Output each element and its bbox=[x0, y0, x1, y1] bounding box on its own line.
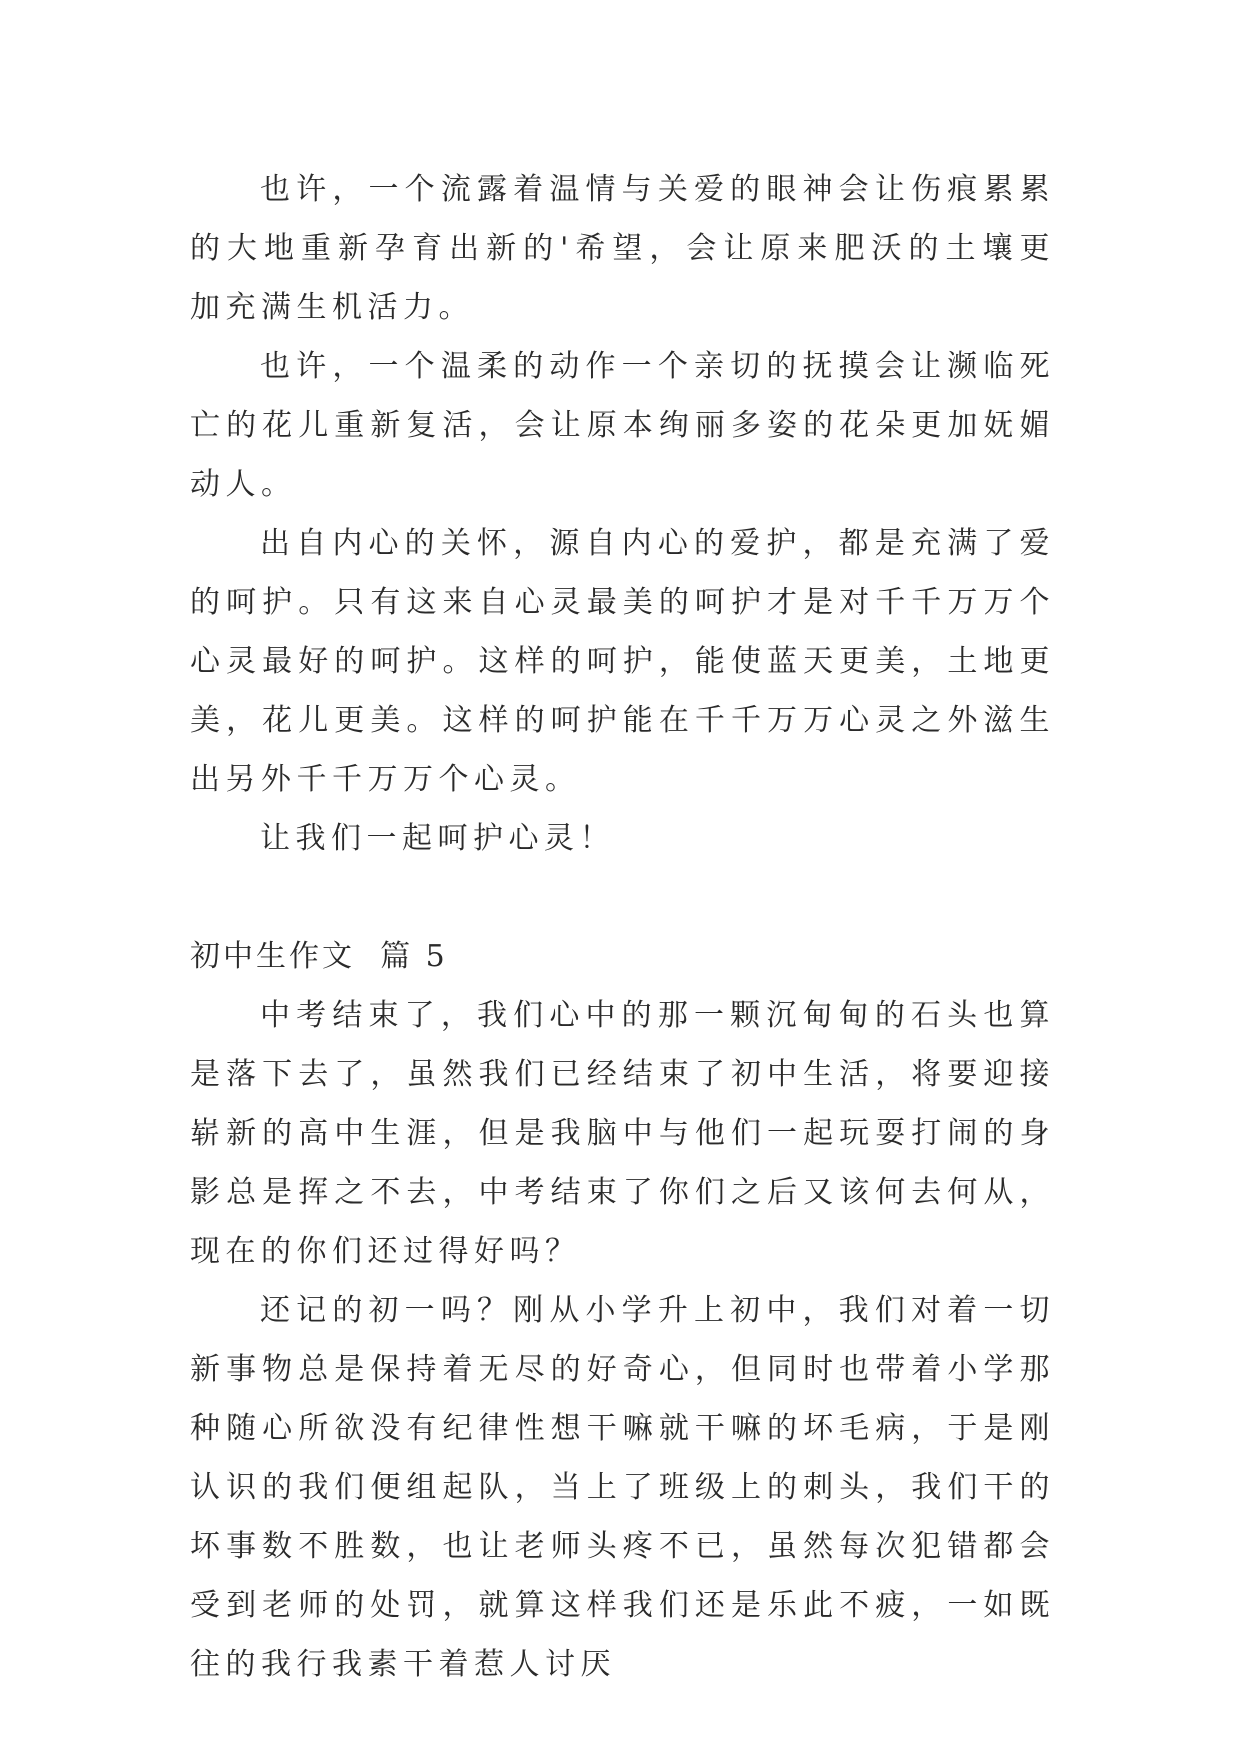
section-spacer bbox=[190, 868, 1055, 927]
paragraph: 还记的初一吗？刚从小学升上初中，我们对着一切新事物总是保持着无尽的好奇心，但同时也带着小学那种随心所欲没有纪律性想干嘛就干嘛的坏毛病，于是刚认识的我们便组起队，当上了班级上的刺头，我们干的坏事数不胜数，也让老师头疼不已，虽然每次犯错都会受到老师的处罚，就算这样我们还是乐此不疲，一如既往的我行我素干着惹人讨厌 bbox=[190, 1293, 1055, 1682]
paragraph: 让我们一起呵护心灵！ bbox=[260, 821, 615, 856]
paragraph: 出自内心的关怀，源自内心的爱护，都是充满了爱的呵护。只有这来自心灵最美的呵护才是对千千万万个心灵最好的呵护。这样的呵护，能使蓝天更美，土地更美，花儿更美。这样的呵护能在千千万万心灵之外滋生出另外千千万万个心灵。 bbox=[190, 526, 1055, 797]
section-heading: 初中生作文 篇 5 bbox=[190, 939, 448, 974]
paragraph: 也许，一个流露着温情与关爱的眼神会让伤痕累累的大地重新孕育出新的'希望，会让原来肥沃的土壤更加充满生机活力。 bbox=[190, 172, 1055, 325]
document-body bbox=[190, 160, 1055, 1694]
paragraph: 也许，一个温柔的动作一个亲切的抚摸会让濒临死亡的花儿重新复活，会让原本绚丽多姿的花朵更加妩媚动人。 bbox=[190, 349, 1055, 502]
paragraph: 中考结束了，我们心中的那一颗沉甸甸的石头也算是落下去了，虽然我们已经结束了初中生活，将要迎接崭新的高中生涯，但是我脑中与他们一起玩耍打闹的身影总是挥之不去，中考结束了你们之后又该何去何从，现在的你们还过得好吗？ bbox=[190, 998, 1055, 1269]
